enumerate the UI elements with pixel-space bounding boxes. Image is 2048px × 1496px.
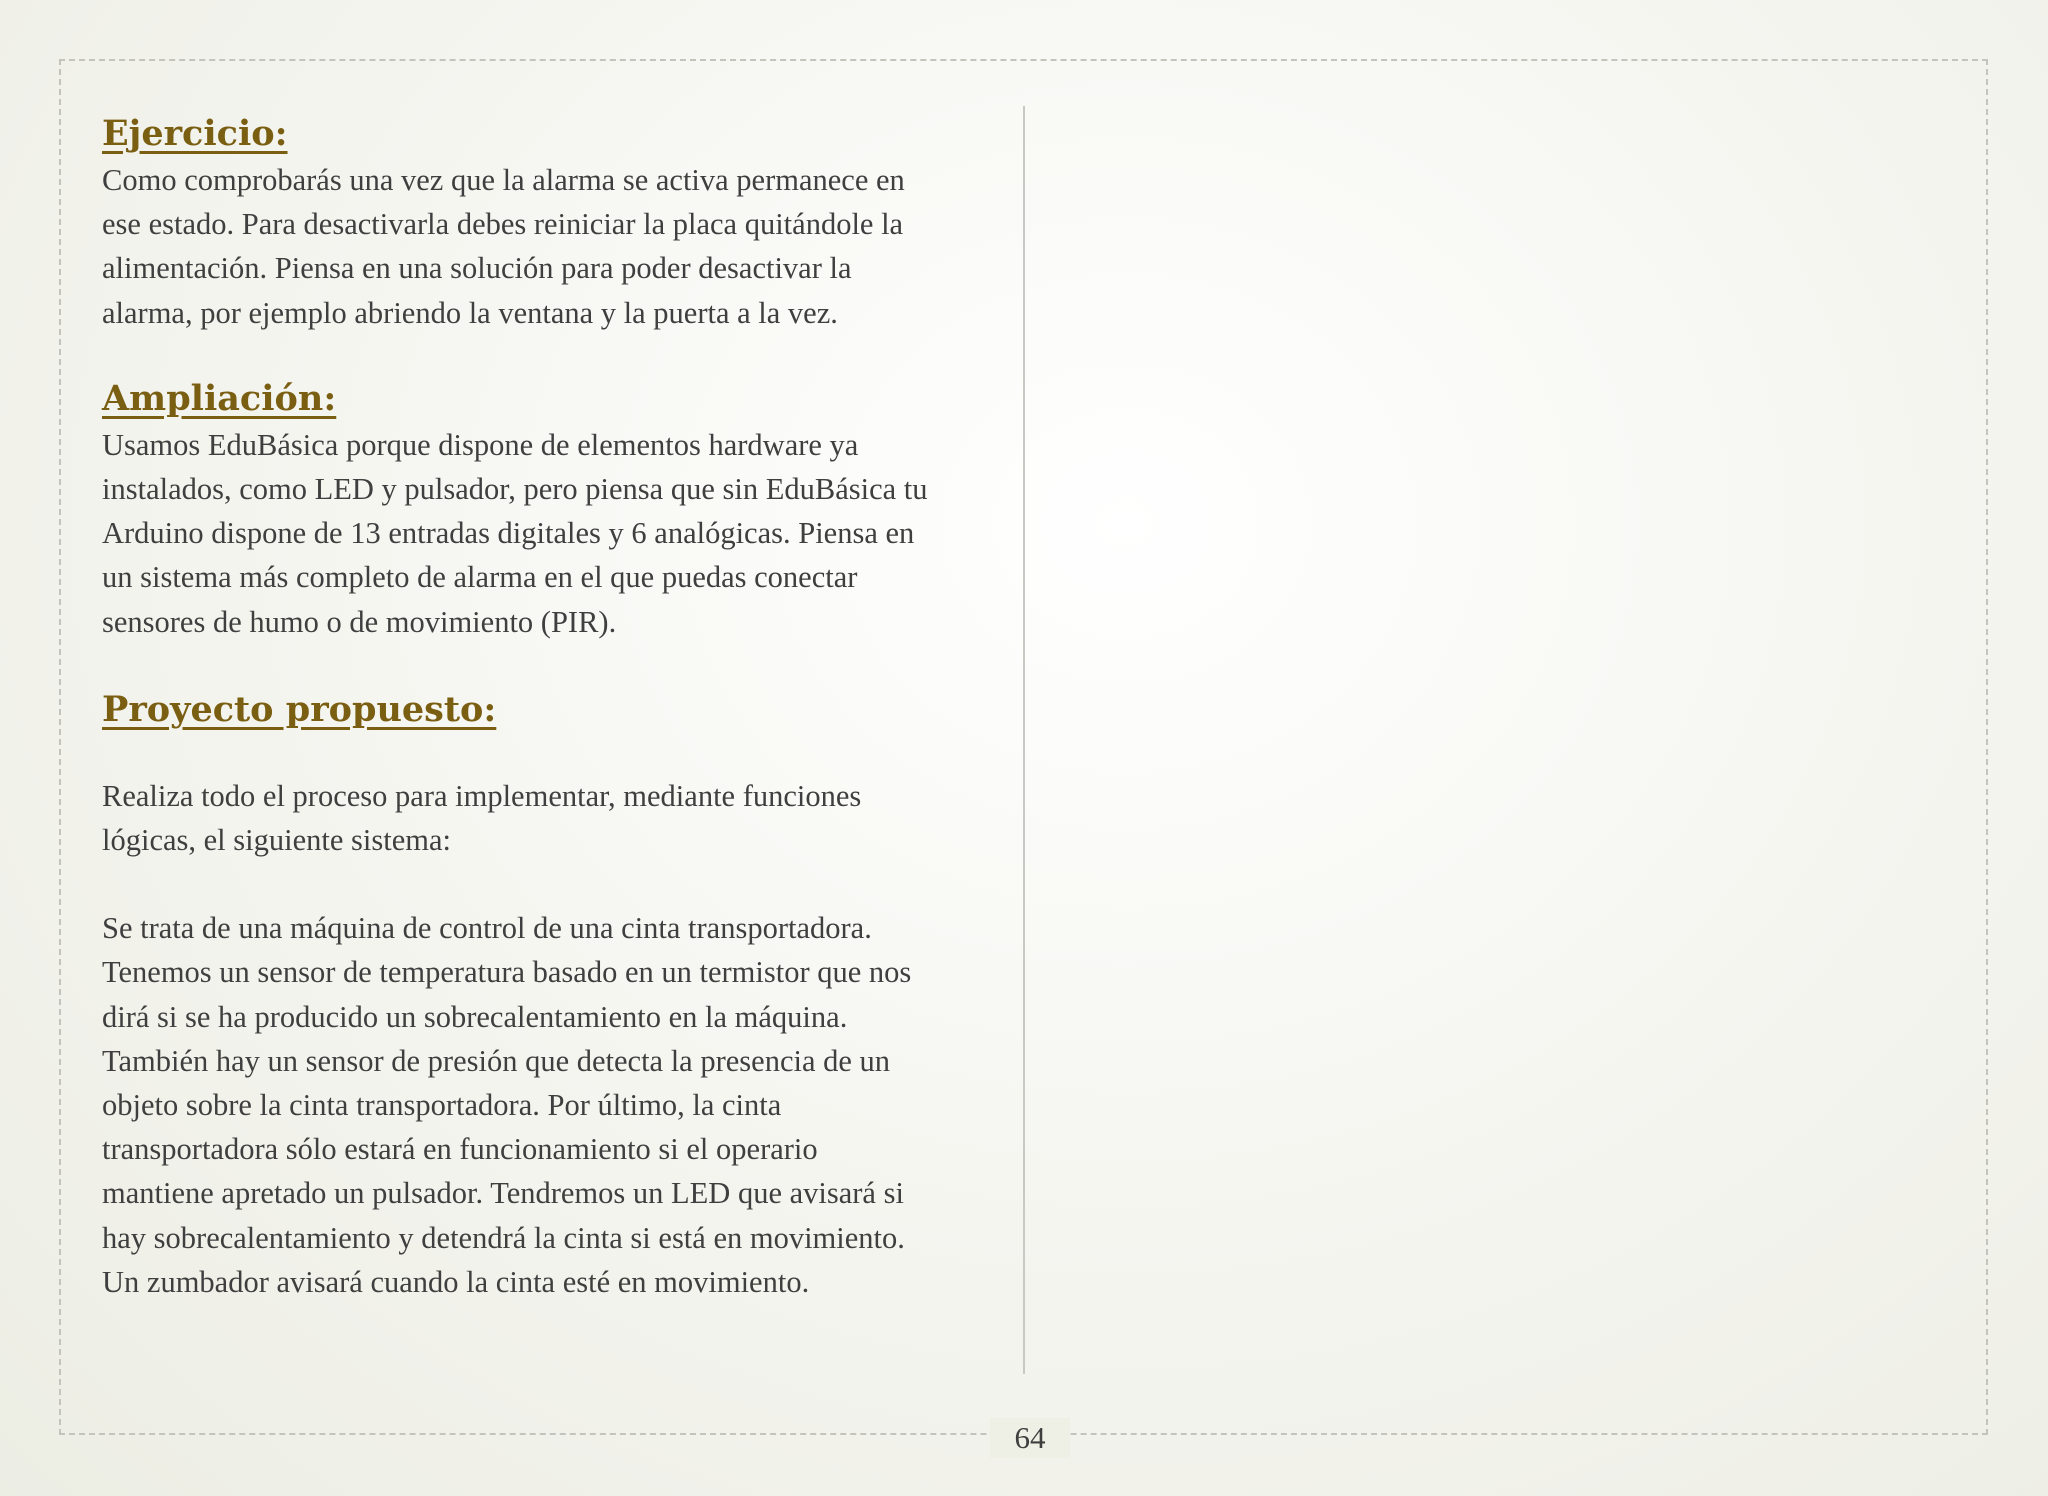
- text-line: Realiza todo el proceso para implementar, mediante funciones: [102, 778, 862, 813]
- text-line: objeto sobre la cinta transportadora. Por último, la cinta: [102, 1088, 782, 1123]
- text-line: Arduino dispone de 13 entradas digitales y 6 analógicas. Piensa en: [102, 516, 915, 551]
- ejercicio-paragraph: [102, 158, 1002, 335]
- text-line: dirá si se ha producido un sobrecalentamiento en la máquina.: [102, 999, 848, 1034]
- text-line: transportadora sólo estará en funcionamiento si el operario: [102, 1132, 818, 1167]
- text-line: alarma, por ejemplo abriendo la ventana y la puerta a la vez.: [102, 295, 838, 330]
- ampliacion-heading: Ampliación:: [102, 377, 337, 419]
- text-line: También hay un sensor de presión que detecta la presencia de un: [102, 1043, 891, 1078]
- text-line: Se trata de una máquina de control de una cinta transportadora.: [102, 911, 872, 946]
- left-column: [102, 106, 1002, 1304]
- proyecto-heading: Proyecto propuesto:: [102, 688, 497, 730]
- proyecto-intro-paragraph: [102, 774, 1002, 862]
- text-line: alimentación. Piensa en una solución para poder desactivar la: [102, 251, 852, 286]
- text-line: Usamos EduBásica porque dispone de elementos hardware ya: [102, 427, 859, 462]
- text-line: instalados, como LED y pulsador, pero piensa que sin EduBásica tu: [102, 472, 928, 507]
- proyecto-description-paragraph: [102, 906, 1002, 1304]
- page-number: 64: [990, 1418, 1070, 1458]
- text-line: un sistema más completo de alarma en el que puedas conectar: [102, 560, 858, 595]
- text-line: ese estado. Para desactivarla debes reiniciar la placa quitándole la: [102, 207, 904, 242]
- text-line: sensores de humo o de movimiento (PIR).: [102, 604, 617, 639]
- text-line: Como comprobarás una vez que la alarma se activa permanece en: [102, 163, 905, 197]
- text-line: mantiene apretado un pulsador. Tendremos un LED que avisará si: [102, 1176, 904, 1211]
- text-line: hay sobrecalentamiento y detendrá la cinta si está en movimiento.: [102, 1220, 905, 1255]
- ejercicio-heading: Ejercicio:: [102, 113, 288, 154]
- ampliacion-paragraph: [102, 423, 1002, 644]
- text-line: Tenemos un sensor de temperatura basado en un termistor que nos: [102, 955, 912, 990]
- text-line: Un zumbador avisará cuando la cinta esté en movimiento.: [102, 1264, 810, 1299]
- column-divider: [1023, 106, 1025, 1374]
- text-line: lógicas, el siguiente sistema:: [102, 823, 451, 858]
